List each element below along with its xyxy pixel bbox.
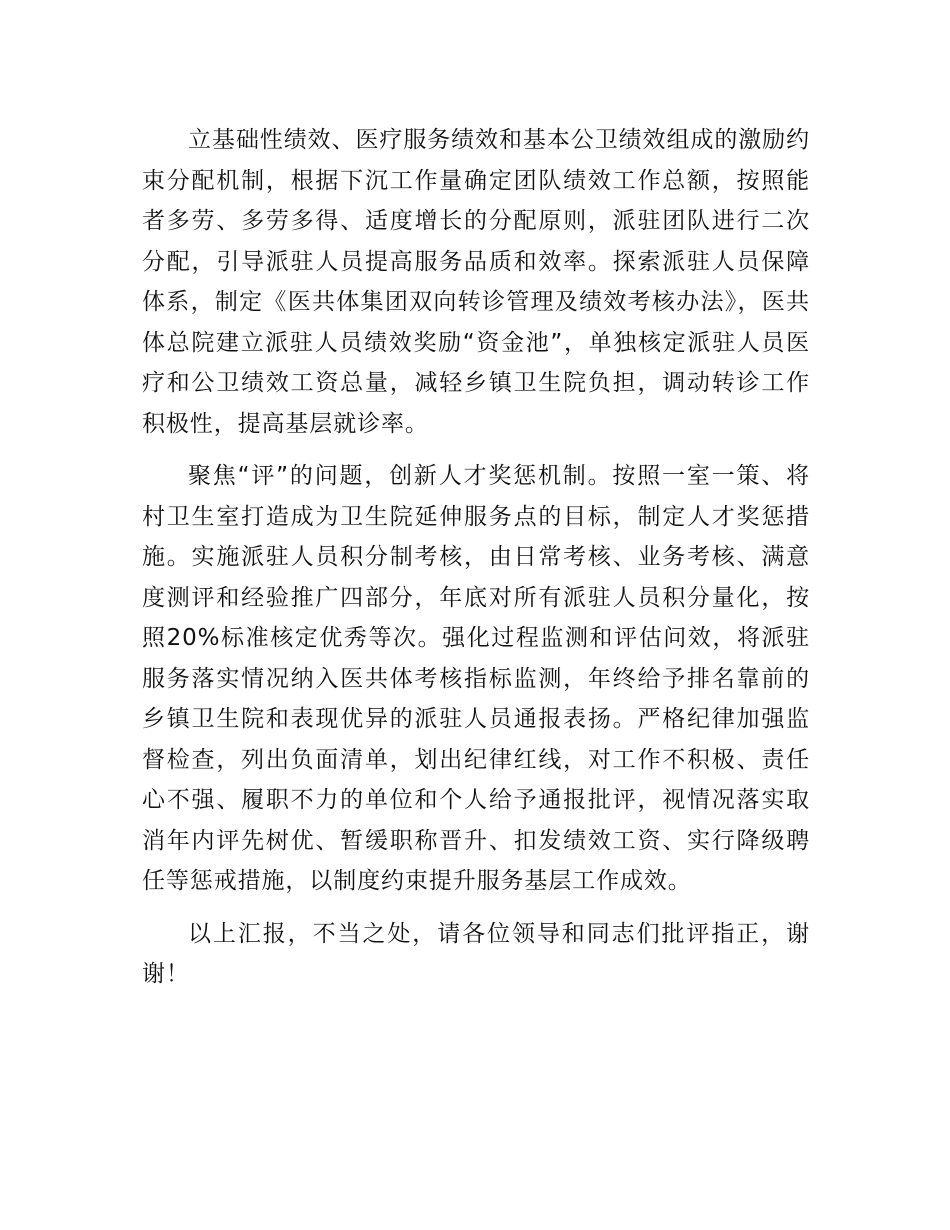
document-body [142,120,810,1007]
paragraph-performance-mechanism: 立基础性绩效、医疗服务绩效和基本公卫绩效组成的激励约束分配机制，根据下沉工作量确定团队绩效工作总额，按照能者多劳、多劳多得、适度增长的分配原则，派驻团队进行二次分配，引导派驻人员提高服务品质和效率。探索派驻人员保障体系，制定《医共体集团双向转诊管理及绩效考核办法》，医共体总院建立派驻人员绩效奖励“资金池”，单独核定派驻人员医疗和公卫绩效工资总量，减轻乡镇卫生院负担，调动转诊工作积极性，提高基层就诊率。 [142,127,810,437]
paragraph-talent-incentives: 聚焦“评”的问题，创新人才奖惩机制。按照一室一策、将村卫生室打造成为卫生院延伸服务点的目标，制定人才奖惩措施。实施派驻人员积分制考核，由日常考核、业务考核、满意度测评和经验推广四部分，年底对所有派驻人员积分量化，按照20%标准核定优秀等次。强化过程监测和评估问效，将派驻服务落实情况纳入医共体考核指标监测，年终给予排名靠前的乡镇卫生院和表现优异的派驻人员通报表扬。严格纪律加强监督检查，列出负面清单，划出纪律红线，对工作不积极、责任心不强、履职不力的单位和个人给予通报批评，视情况落实取消年内评先树优、暂缓职称晋升、扣发绩效工资、实行降级聘任等惩戒措施，以制度约束提升服务基层工作成效。 [142,463,810,894]
paragraph-closing-remarks: 以上汇报，不当之处，请各位领导和同志们批评指正，谢谢！ [142,920,810,987]
